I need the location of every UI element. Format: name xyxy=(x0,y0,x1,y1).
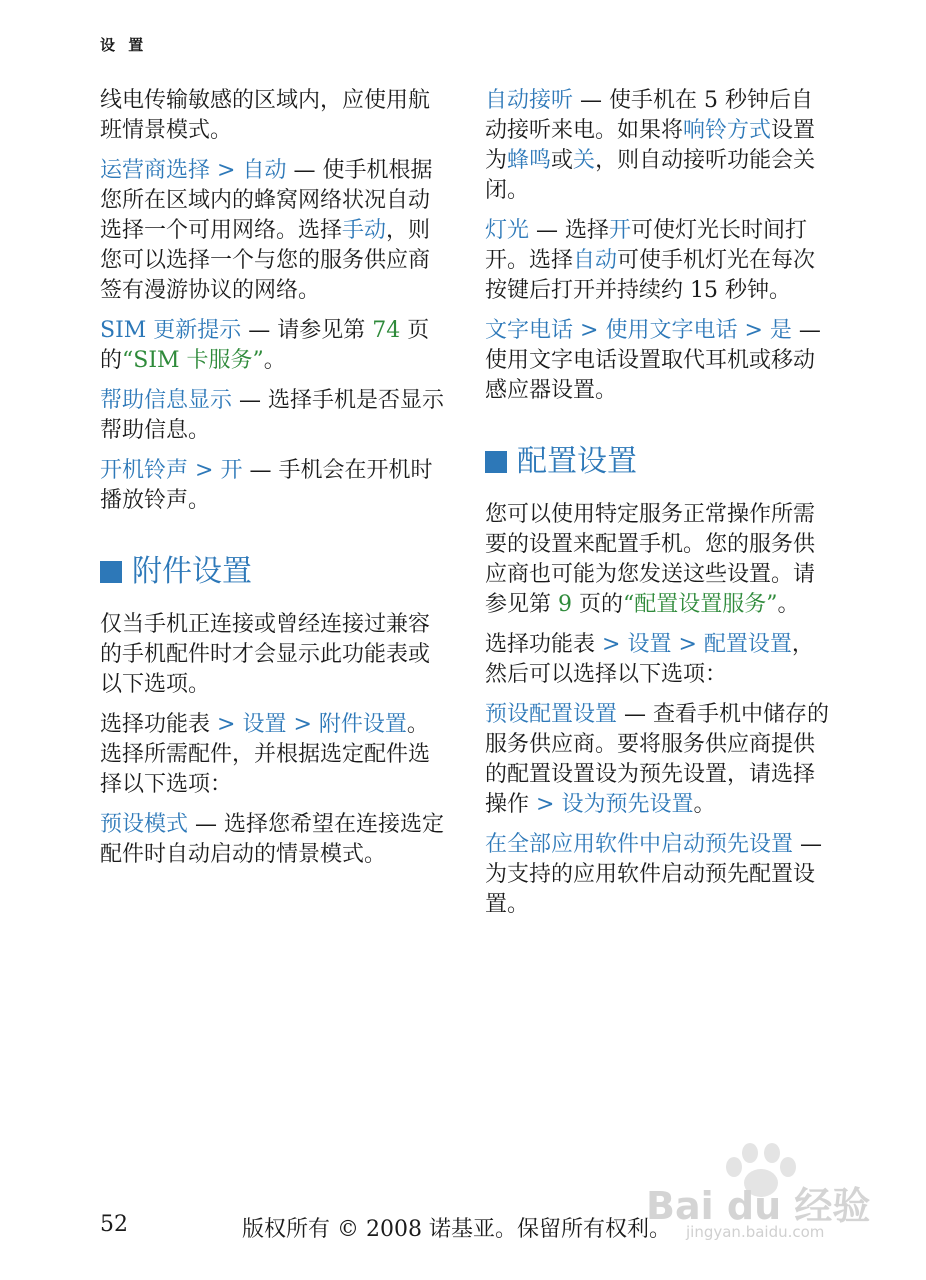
paragraph-default-profile: 预设模式 — 选择您希望在连接选定配件时自动启动的情景模式。 xyxy=(100,812,445,867)
term-link[interactable]: 开 xyxy=(609,218,632,243)
page-ref[interactable]: 74 xyxy=(372,318,401,343)
term-link[interactable]: 是 xyxy=(769,318,792,343)
paragraph-default-config: 预设配置设置 — 查看手机中储存的服务供应商。要将服务供应商提供的配置设置设为预先设置，请选择操作 > 设为预先设置。 xyxy=(485,702,830,817)
watermark-url: jingyan.baidu.com xyxy=(686,1223,825,1241)
menu-label: 功能表 xyxy=(529,632,596,657)
paragraph-lights: 灯光 — 选择开可使灯光长时间打开。选择自动可使手机灯光在每次按键后打开并持续约 15 秒钟。 xyxy=(485,218,816,303)
term-link[interactable]: 文字电话 xyxy=(485,318,574,343)
paragraph-startup-tone: 开机铃声 > 开 — 手机会在开机时播放铃声。 xyxy=(100,458,433,513)
right-column xyxy=(485,86,830,930)
baidu-watermark xyxy=(646,1135,876,1255)
copyright-text: 版权所有 © 2008 诺基亚。保留所有权利。 xyxy=(242,1217,671,1242)
term-link[interactable]: 预设配置设置 xyxy=(485,702,618,727)
term-link[interactable]: 预设模式 xyxy=(100,812,189,837)
watermark-logo-text: Bai du 经验 xyxy=(646,1184,871,1228)
paragraph-sim-update: SIM 更新提示 — 请参见第 74 页的“SIM 卡服务”。 xyxy=(100,318,430,373)
paragraph-config-intro: 您可以使用特定服务正常操作所需要的设置来配置手机。您的服务供应商也可能为您发送这些设置。请参见第 9 页的“配置设置服务”。 xyxy=(485,502,816,617)
paragraph-text-phone: 文字电话 > 使用文字电话 > 是 — 使用文字电话设置取代耳机或移动感应器设置。 xyxy=(485,318,821,403)
square-bullet-icon xyxy=(485,451,507,473)
term-link[interactable]: 开机铃声 xyxy=(100,458,189,483)
paragraph-help-text: 帮助信息显示 — 选择手机是否显示帮助信息。 xyxy=(100,388,445,443)
term-link[interactable]: 蜂鸣 xyxy=(507,148,552,173)
term-link[interactable]: 关 xyxy=(573,148,596,173)
square-bullet-icon xyxy=(100,561,122,583)
running-header: 设 置 xyxy=(100,36,148,54)
cross-ref-link[interactable]: “SIM 卡服务” xyxy=(122,348,264,373)
paragraph-menu-path: 选择功能表 > 设置 > 附件设置。选择所需配件，并根据选定配件选择以下选项： xyxy=(100,712,431,797)
cross-ref-link[interactable]: “配置设置服务” xyxy=(623,592,778,617)
term-link[interactable]: SIM 更新提示 xyxy=(100,318,242,343)
paragraph-network-selection: 运营商选择 > 自动 — 使手机根据您所在区域内的蜂窝网络状况自动选择一个可用网络。选择手动，则您可以选择一个与您的服务供应商签有漫游协议的网络。 xyxy=(100,158,433,303)
paragraph: 仅当手机正连接或曾经连接过兼容的手机配件时才会显示此功能表或以下选项。 xyxy=(100,612,431,697)
page-ref[interactable]: 9 xyxy=(558,592,572,617)
term-link[interactable]: 运营商选择 xyxy=(100,158,211,183)
term-link[interactable]: 配置设置 xyxy=(703,632,792,657)
term-link[interactable]: 响铃方式 xyxy=(683,118,772,143)
term-link[interactable]: 帮助信息显示 xyxy=(100,388,233,413)
term-link[interactable]: 自动接听 xyxy=(485,88,574,113)
section-heading: 配置设置 xyxy=(485,444,830,480)
paragraph-auto-answer: 自动接听 — 使手机在 5 秒钟后自动接听来电。如果将响铃方式设置为蜂鸣或关，则自动接听功能会关闭。 xyxy=(485,88,816,203)
term-link[interactable]: 在全部应用软件中启动预先设置 xyxy=(485,832,794,857)
menu-label: 功能表 xyxy=(144,712,211,737)
term-link[interactable]: 附件设置 xyxy=(318,712,407,737)
left-column xyxy=(100,86,445,880)
paragraph: 线电传输敏感的区域内，应使用航班情景模式。 xyxy=(100,88,431,143)
section-heading: 附件设置 xyxy=(100,554,445,590)
term-link[interactable]: 自动 xyxy=(573,248,618,273)
paragraph-menu-path: 选择功能表 > 设置 > 配置设置，然后可以选择以下选项： xyxy=(485,632,814,687)
menu-label: 操作 xyxy=(485,792,530,817)
term-link[interactable]: 手动 xyxy=(342,218,387,243)
term-link[interactable]: 开 xyxy=(220,458,243,483)
term-link[interactable]: 设置 xyxy=(242,712,287,737)
term-link[interactable]: 使用文字电话 xyxy=(605,318,738,343)
term-link[interactable]: 设置 xyxy=(627,632,672,657)
term-link[interactable]: 自动 xyxy=(242,158,287,183)
page-number: 52 xyxy=(100,1212,128,1237)
term-link[interactable]: 设为预先设置 xyxy=(561,792,694,817)
paragraph-activate-default: 在全部应用软件中启动预先设置 — 为支持的应用软件启动预先配置设置。 xyxy=(485,832,823,917)
term-link[interactable]: 灯光 xyxy=(485,218,530,243)
